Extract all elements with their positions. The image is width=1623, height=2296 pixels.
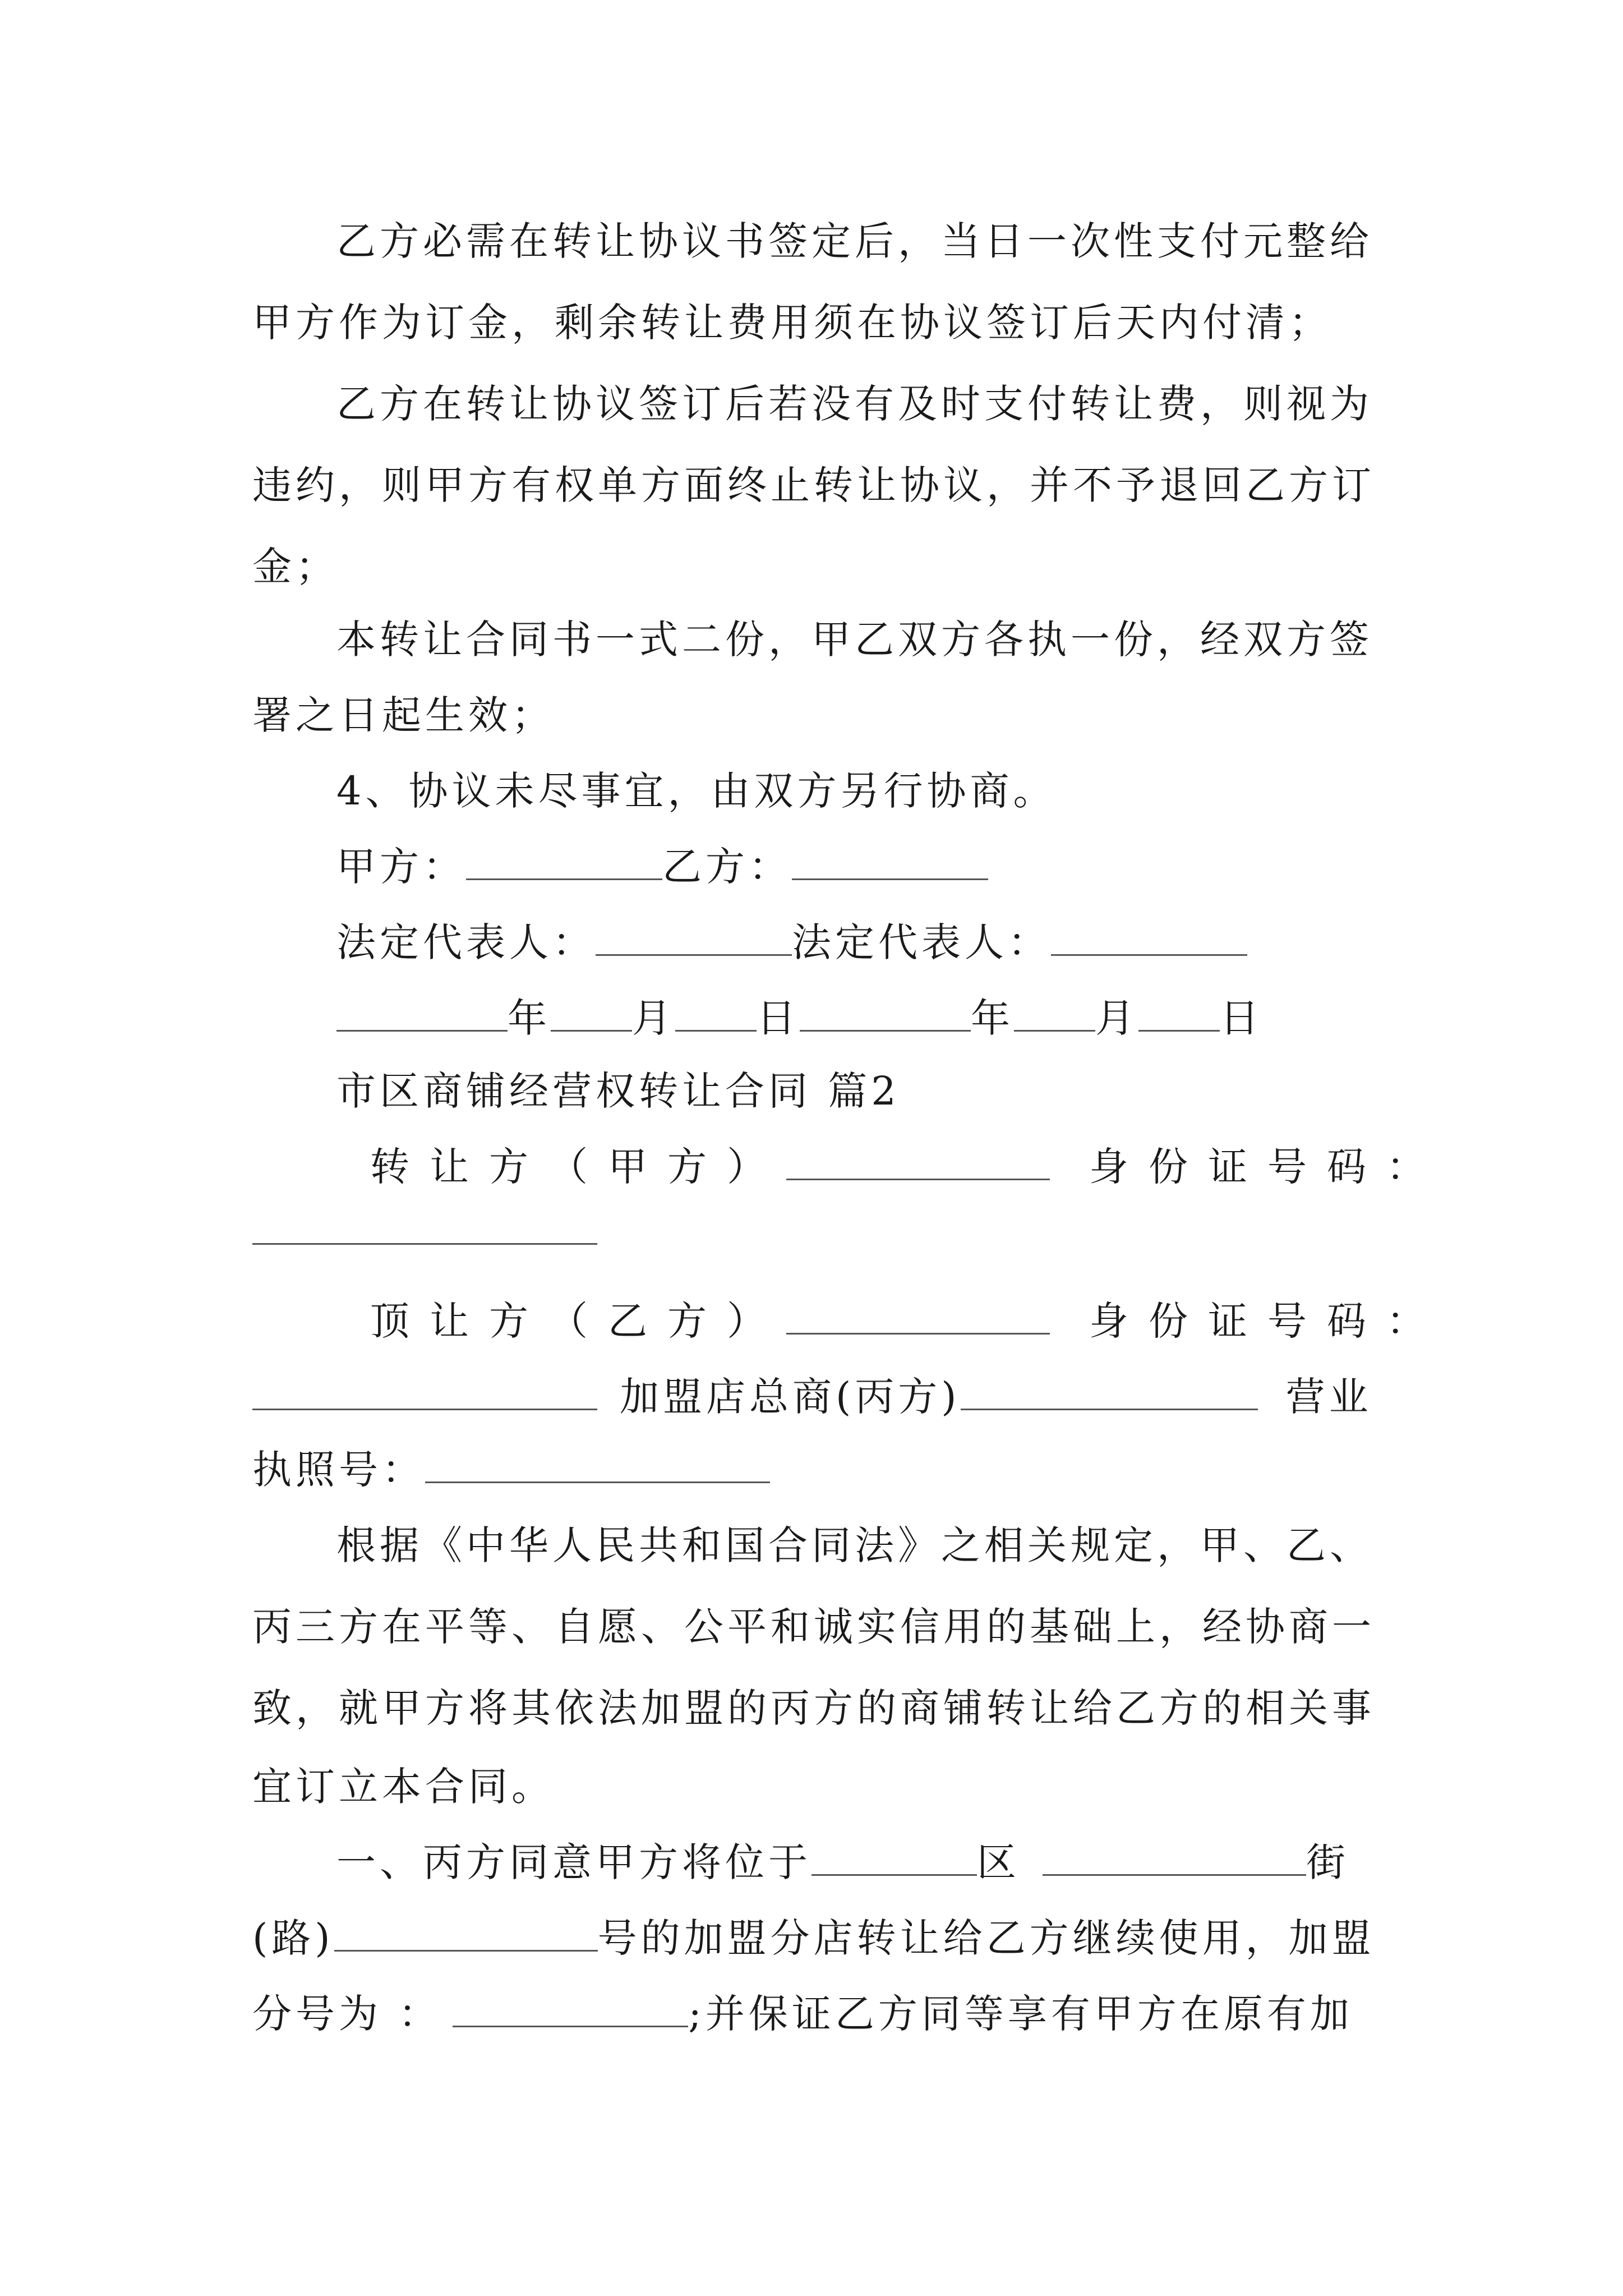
license-tail: 营业 (1285, 1374, 1372, 1420)
paragraph-1-line-1: 乙方必需在转让协议书签定后，当日一次性支付元整给 (336, 218, 1373, 264)
preamble-line-3: 致，就甲方将其依法加盟的丙方的商铺转让给乙方的相关事 (252, 1685, 1375, 1731)
transferor-id-line (252, 1203, 597, 1259)
rep-b-label: 法定代表人： (792, 919, 1051, 965)
clause-1-lead: 一、丙方同意甲方将位于 (336, 1839, 811, 1885)
preamble-line-4: 宜订立本合同。 (252, 1764, 555, 1810)
paragraph-4: 4、协议未尽事宜，由双方另行协商。 (336, 768, 1057, 814)
franchisor-label: 加盟店总商(丙方) (620, 1374, 961, 1420)
preamble-line-2: 丙三方在平等、自愿、公平和诚实信用的基础上，经协商一 (252, 1604, 1375, 1650)
day-a-blank (675, 995, 757, 1032)
paragraph-3-line-1: 本转让合同书一式二份，甲乙双方各执一份，经双方签 (336, 616, 1373, 662)
rep-b-blank (1051, 919, 1247, 956)
transferee-id-label: 身份证号码： (1089, 1298, 1446, 1344)
street-blank (1043, 1839, 1306, 1876)
branch-label: 分号为 ： (252, 1991, 442, 2037)
branch-blank (453, 1991, 688, 2027)
year-b-blank (800, 995, 971, 1032)
transferor-blank (786, 1144, 1050, 1180)
paragraph-1-line-2: 甲方作为订金，剩余转让费用须在协议签订后天内付清； (252, 300, 1332, 346)
license-label: 执照号： (252, 1447, 425, 1493)
preamble-line-1: 根据《中华人民共和国合同法》之相关规定，甲、乙、 (336, 1522, 1373, 1568)
paragraph-2-line-3: 金； (252, 544, 339, 590)
day-a-label: 日 (757, 995, 800, 1041)
transferee-id-blank (252, 1374, 597, 1410)
transferee-label: 顶让方（乙方） (370, 1298, 786, 1344)
paragraph-2-line-2: 违约，则甲方有权单方面终止转让协议，并不予退回乙方订 (252, 462, 1375, 508)
transferor-id-blank (252, 1208, 597, 1245)
license-line (252, 1442, 770, 1498)
month-a-blank (551, 995, 632, 1032)
transferee-blank (786, 1298, 1050, 1335)
day-b-blank (1138, 995, 1220, 1032)
signature-representatives-line (336, 914, 1247, 970)
district-label: 区 (977, 1839, 1020, 1885)
rep-a-label: 法定代表人： (336, 919, 596, 965)
month-a-label: 月 (632, 995, 675, 1041)
transferor-line (370, 1139, 1446, 1195)
party-a-blank (466, 844, 662, 880)
paragraph-2-line-1: 乙方在转让协议签订后若没有及时支付转让费，则视为 (336, 381, 1373, 427)
franchisor-line (252, 1369, 1372, 1425)
number-blank (334, 1915, 598, 1952)
party-b-label: 乙方： (662, 844, 792, 890)
year-b-label: 年 (971, 995, 1014, 1041)
clause-1-line-1 (336, 1834, 1349, 1890)
franchisor-blank (961, 1374, 1258, 1410)
party-a-label: 甲方： (336, 844, 466, 890)
year-a-blank (336, 995, 508, 1032)
number-text: 号的加盟分店转让给乙方继续使用，加盟 (597, 1915, 1375, 1961)
signature-date-line (336, 990, 1263, 1046)
paragraph-3-line-2: 署之日起生效； (252, 692, 555, 738)
clause-1-line-2 (252, 1910, 1375, 1966)
day-b-label: 日 (1220, 995, 1263, 1041)
license-blank (425, 1447, 770, 1483)
rep-a-blank (596, 919, 792, 956)
transferor-id-label: 身份证号码： (1089, 1144, 1446, 1190)
section-title: 市区商铺经营权转让合同 篇2 (336, 1068, 900, 1114)
transferor-label: 转让方（甲方） (370, 1144, 786, 1190)
district-blank (811, 1839, 977, 1876)
transferee-line (370, 1293, 1446, 1349)
party-b-blank (792, 844, 988, 880)
road-label: (路) (252, 1915, 334, 1961)
year-a-label: 年 (508, 995, 551, 1041)
signature-parties-line (336, 839, 988, 895)
street-label: 街 (1306, 1839, 1349, 1885)
month-b-label: 月 (1095, 995, 1138, 1041)
month-b-blank (1014, 995, 1095, 1032)
clause-1-line-3 (252, 1986, 1353, 2042)
clause-1-tail: ;并保证乙方同等享有甲方在原有加 (688, 1991, 1353, 2037)
